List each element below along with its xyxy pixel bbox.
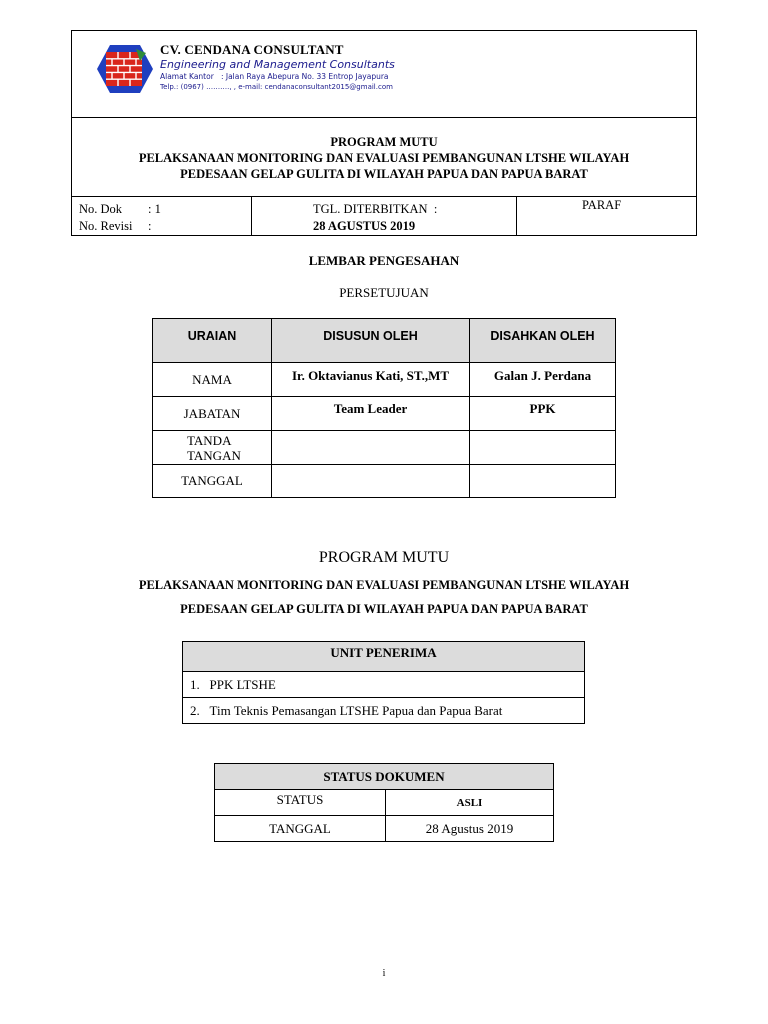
no-dok-value: : 1 [148,202,161,216]
table-header-cell [153,319,272,363]
disusun-tanda-tangan [272,431,470,465]
paraf-label: PARAF [582,198,622,212]
list-item-cell [183,698,585,724]
list-item-text: PPK LTSHE [209,676,276,692]
table-header-row [215,764,554,790]
disusun-nama: Ir. Oktavianus Kati, ST.,MT [272,363,470,397]
header-disusun-oleh: DISUSUN OLEH [323,329,418,343]
table-row [153,363,616,397]
list-item [183,698,585,724]
header-disahkan-oleh: DISAHKAN OLEH [490,329,595,343]
list-item-text: Tim Teknis Pemasangan LTSHE Papua dan Papua Barat [209,702,503,718]
address-value: : Jalan Raya Abepura No. 33 Entrop Jayapura [220,72,389,81]
disahkan-jabatan: PPK [470,397,616,431]
table-header-cell [470,319,616,363]
row-label: JABATAN [153,397,272,431]
header-program-line1: PELAKSANAAN MONITORING DAN EVALUASI PEMBANGUNAN LTSHE WILAYAH [138,151,630,165]
company-address [160,72,389,81]
disahkan-tanda-tangan [470,431,616,465]
persetujuan-table [152,318,616,498]
list-item-cell [183,672,585,698]
no-dok-label: No. Dok [79,202,123,216]
address-label: Alamat Kantor [160,72,214,81]
header-divider [72,196,696,197]
no-revisi-label: No. Revisi [79,219,133,233]
persetujuan-title: PERSETUJUAN [339,285,429,300]
row-label: TANGGAL [153,465,272,498]
table-header-row [183,642,585,672]
unit-penerima-header: UNIT PENERIMA [183,642,585,672]
tanggal-label: TANGGAL [215,816,386,842]
table-header-row [153,319,616,363]
tgl-diterbitkan-value: 28 AGUSTUS 2019 [313,219,416,233]
tgl-diterbitkan-label: TGL. DITERBITKAN : [313,202,438,216]
disahkan-tanggal [470,465,616,498]
header-divider [516,196,517,235]
program-mutu-line2: PEDESAAN GELAP GULITA DI WILAYAH PAPUA DAN PAPUA BARAT [180,602,588,616]
table-row [215,790,554,816]
program-mutu-title: PROGRAM MUTU [318,549,450,566]
header-program-line2: PEDESAAN GELAP GULITA DI WILAYAH PAPUA DAN PAPUA BARAT [180,167,588,181]
company-name: CV. CENDANA CONSULTANT [160,42,344,57]
status-value: ASLI [386,790,554,816]
disusun-jabatan: Team Leader [272,397,470,431]
list-item [183,672,585,698]
list-item-number: 2. [190,702,200,718]
header-program-title: PROGRAM MUTU [330,135,438,149]
row-label: TANDA TANGAN [153,431,272,465]
row-label: NAMA [153,363,272,397]
lembar-pengesahan-title: LEMBAR PENGESAHAN [308,253,460,268]
page-number: i [382,968,386,979]
status-dokumen-header: STATUS DOKUMEN [215,764,554,790]
status-label: STATUS [215,790,386,816]
program-mutu-line1: PELAKSANAAN MONITORING DAN EVALUASI PEMBANGUNAN LTSHE WILAYAH [138,578,630,592]
unit-penerima-table [182,641,585,724]
disahkan-nama: Galan J. Perdana [470,363,616,397]
header-divider [251,196,252,235]
disusun-tanggal [272,465,470,498]
table-row [153,397,616,431]
table-row [215,816,554,842]
table-header-cell [272,319,470,363]
company-subtitle: Engineering and Management Consultants [160,58,395,71]
tanggal-value: 28 Agustus 2019 [386,816,554,842]
no-revisi-value: : [148,219,152,233]
company-contact: Telp.: (0967) ………., , e-mail: cendanaconsultant2015@gmail.com [160,83,393,91]
table-row [153,431,616,465]
table-row [153,465,616,498]
header-uraian: URAIAN [187,329,237,343]
status-dokumen-table [214,763,554,842]
document-header [71,30,697,236]
company-logo [96,43,154,95]
list-item-number: 1. [190,676,200,692]
header-divider [72,117,696,118]
